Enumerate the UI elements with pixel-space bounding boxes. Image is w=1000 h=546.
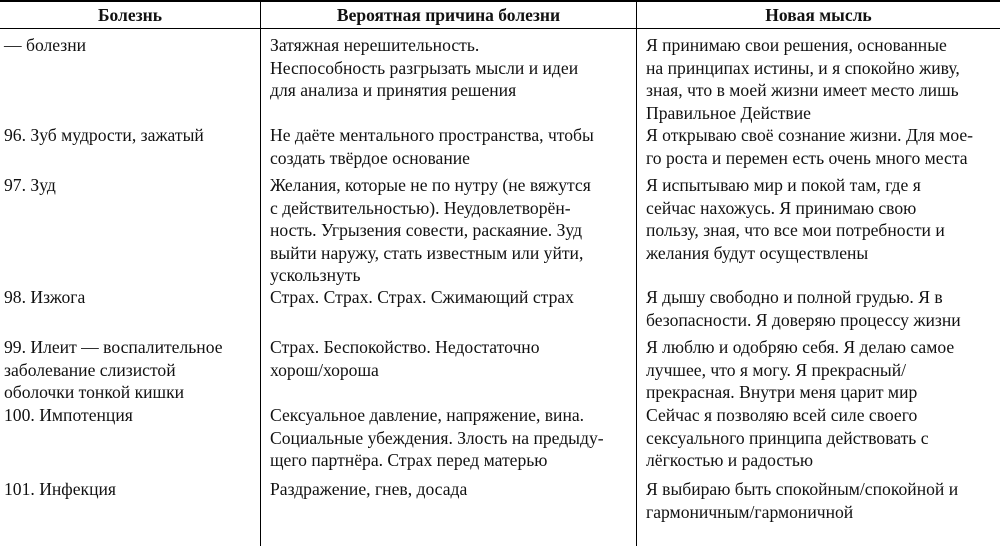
row-disease: 100. Импотенция [4,405,133,425]
row-new-thought: Я выбираю быть спокойным/спокойной и гармоничным/гармоничной [646,479,959,522]
row-cause: Раздражение, гнев, досада [270,479,468,499]
row-cause: Затяжная нерешительность. Неспособность разгрызать мысли и идеи для анализа и принятия решения [270,35,579,100]
header-divider [0,28,1000,29]
header-new-thought: Новая мысль [765,5,872,25]
row-disease: 97. Зуд [4,175,56,195]
row-disease: 96. Зуб мудрости, зажатый [4,125,204,145]
row-new-thought: Я открываю своё сознание жизни. Для мое- го роста и перемен есть очень много места [646,125,974,168]
row-new-thought: Сейчас я позволяю всей силе своего сексуального принципа действовать с лёгкостью и радостью [646,405,929,470]
row-cause: Страх. Беспокойство. Недостаточно хорош/хороша [270,337,540,380]
row-new-thought: Я испытываю мир и покой там, где я сейчас нахожусь. Я принимаю свою пользу, зная, что все мои потребности и желания будут осуществлены [646,175,945,263]
row-cause: Сексуальное давление, напряжение, вина. Социальные убеждения. Злость на предыду- щего партнёра. Страх перед матерью [270,405,604,470]
row-disease: — болезни [4,35,87,55]
row-new-thought: Я принимаю свои решения, основанные на принципах истины, и я спокойно живу, зная, что в моей жизни имеет место лишь Правильное Действие [646,35,960,123]
row-new-thought: Я дышу свободно и полной грудью. Я в безопасности. Я доверяю процессу жизни [646,287,961,330]
header-disease: Болезнь [97,5,163,25]
row-cause: Не даёте ментального пространства, чтобы создать твёрдое основание [270,125,594,168]
row-disease: 98. Изжога [4,287,86,307]
row-cause: Желания, которые не по нутру (не вяжутся с действительностью). Неудовлетворён- ность. Угрызения совести, раскаяние. Зуд выйти наружу, стать известным или уйти, ускользнуть [270,175,591,285]
row-cause: Страх. Страх. Страх. Сжимающий страх [270,287,574,307]
column-divider-2 [636,0,637,546]
row-new-thought: Я люблю и одобряю себя. Я делаю самое лучшее, что я могу. Я прекрасный/ прекрасная. Внутри меня царит мир [646,337,955,402]
column-divider-1 [260,0,261,546]
row-disease: 101. Инфекция [4,479,116,499]
header-cause: Вероятная причина болезни [336,5,561,25]
row-disease: 99. Илеит — воспалительное заболевание слизистой оболочки тонкой кишки [4,337,223,402]
